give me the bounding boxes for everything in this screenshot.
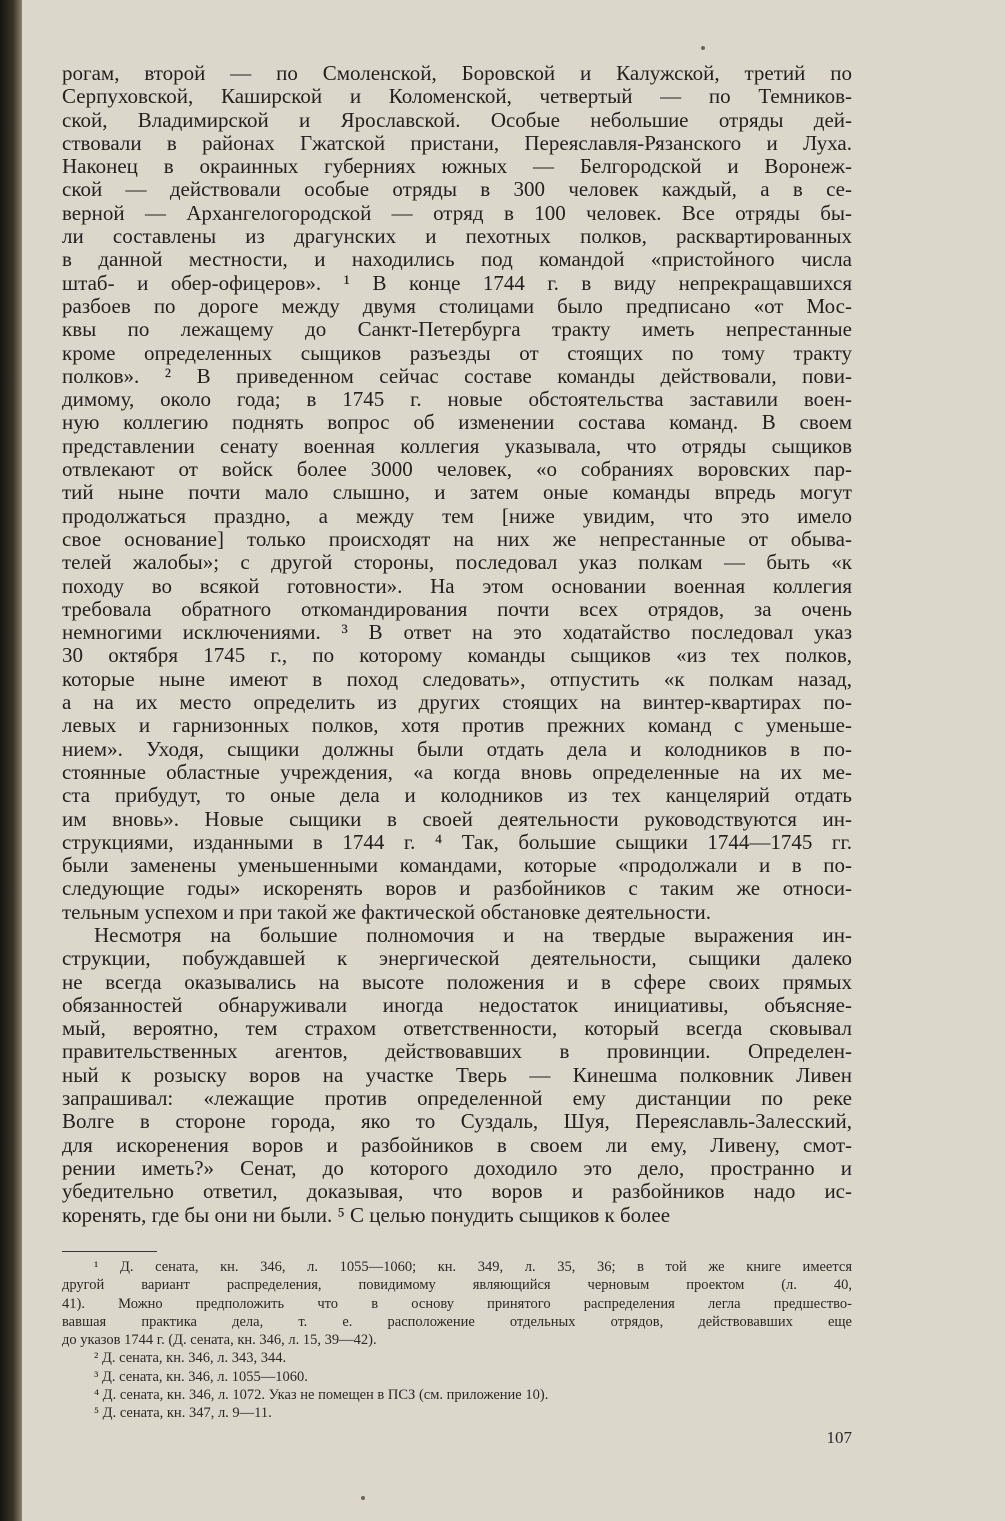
text-line: 30 октября 1745 г., по которому команды сыщиков «из тех полков, bbox=[62, 644, 852, 668]
text-line: тий ныне почти мало слышно, и затем оные команды впредь могут bbox=[62, 481, 852, 505]
footnote-line: ² Д. сената, кн. 346, л. 343, 344. bbox=[94, 1350, 287, 1367]
page-number: 107 bbox=[826, 1428, 852, 1447]
text-line: Волге в стороне города, яко то Суздаль, Шуя, Переяславль-Залесский, bbox=[62, 1110, 852, 1134]
text-line: были заменены уменьшенными командами, которые «продолжали и в по- bbox=[62, 854, 852, 878]
text-line: рогам, второй — по Смоленской, Боровской и Калужской, третий по bbox=[62, 62, 852, 85]
footnote-line: ³ Д. сената, кн. 346, л. 1055—1060. bbox=[94, 1368, 308, 1385]
footnote-line: ⁵ Д. сената, кн. 347, л. 9—11. bbox=[94, 1405, 272, 1422]
text-line: в данной местности, и находились под командой «пристойного числа bbox=[62, 248, 852, 272]
text-line: ста прибудут, то оные дела и колодников из тех канцелярий отдать bbox=[62, 784, 852, 808]
text-line: следующие годы» искоренять воров и разбойников с таким же относи- bbox=[62, 877, 852, 901]
text-line: отвлекают от войск более 3000 человек, «о собраниях воровских пар- bbox=[62, 458, 852, 482]
text-line: им вновь». Новые сыщики в своей деятельности руководствуются ин- bbox=[62, 807, 852, 831]
text-line: убедительно ответил, доказывая, что воров и разбойников надо ис- bbox=[62, 1180, 852, 1204]
text-line: обязанностей обнаруживали иногда недостаток инициативы, объясняе- bbox=[62, 993, 852, 1017]
text-line: ную коллегию поднять вопрос об изменении состава команд. В своем bbox=[62, 411, 852, 435]
text-line: квы по лежащему до Санкт-Петербурга тракту иметь непрестанные bbox=[62, 318, 852, 342]
text-line: штаб- и обер-офицеров». ¹ В конце 1744 г. в виду непрекращавшихся bbox=[62, 271, 852, 295]
text-line: разбоев по дороге между двумя столицами было предписано «от Мос- bbox=[62, 294, 852, 318]
text-line: полков». ² В приведенном сейчас составе команды действовали, пови- bbox=[62, 364, 852, 388]
text-line: димому, около года; в 1745 г. новые обстоятельства заставили воен- bbox=[62, 388, 852, 412]
text-line: струкциями, изданными в 1744 г. ⁴ Так, большие сыщики 1744—1745 гг. bbox=[62, 830, 852, 854]
text-line: а на их место определить из других стоящих на винтер-квартирах по- bbox=[62, 691, 852, 715]
text-line: представлении сенату военная коллегия указывала, что отряды сыщиков bbox=[62, 434, 852, 458]
text-line: которые ныне имеют в поход следовать», отпустить «к полкам назад, bbox=[62, 667, 852, 691]
text-line: коренять, где бы они ни были. ⁵ С целью понудить сыщиков к более bbox=[62, 1203, 671, 1227]
footnote-line: вавшая практика дела, т. е. расположение отдельных отрядов, действовавших еще bbox=[62, 1313, 852, 1330]
text-line: мый, вероятно, тем страхом ответственности, который всегда сковывал bbox=[62, 1017, 852, 1041]
text-line: продолжаться праздно, а между тем [ниже увидим, что это имело bbox=[62, 504, 852, 528]
text-line: ской — действовали особые отряды в 300 человек каждый, а в се- bbox=[62, 178, 852, 202]
text-line: рении иметь?» Сенат, до которого доходило это дело, пространно и bbox=[62, 1156, 852, 1180]
text-line: Несмотря на большие полномочия и на твердые выражения ин- bbox=[94, 923, 852, 947]
text-line: ствовали в районах Гжатской пристани, Переяславля-Рязанского и Луха. bbox=[62, 131, 852, 155]
main-text bbox=[62, 62, 852, 1227]
footnote-line: ¹ Д. сената, кн. 346, л. 1055—1060; кн. 349, л. 35, 36; в той же книге имеется bbox=[94, 1259, 852, 1275]
book-spine-shadow bbox=[0, 0, 22, 1521]
text-line: немногими исключениями. ³ В ответ на это ходатайство последовал указ bbox=[62, 621, 852, 645]
text-line: левых и гарнизонных полков, хотя против прежних команд с уменьше- bbox=[62, 714, 852, 738]
text-line: свое основание] только происходят на них же непрестанные от обыва- bbox=[62, 527, 852, 551]
text-line: ный к розыску воров на участке Тверь — Кинешма полковник Ливен bbox=[62, 1063, 852, 1087]
footnote-line: ⁴ Д. сената, кн. 346, л. 1072. Указ не помещен в ПСЗ (см. приложение 10). bbox=[94, 1387, 549, 1404]
text-line: Наконец в окраинных губерниях южных — Белгородской и Воронеж- bbox=[62, 155, 852, 179]
paper-speck bbox=[361, 1496, 365, 1500]
text-line: тельным успехом и при такой же фактической обстановке деятельности. bbox=[62, 900, 712, 924]
text-line: Серпуховской, Каширской и Коломенской, четвертый — по Темников- bbox=[62, 85, 852, 109]
text-line: требовала обратного откомандирования почти всех отрядов, за очень bbox=[62, 597, 852, 621]
text-line: верной — Архангелогородской — отряд в 100 человек. Все отряды бы- bbox=[62, 201, 852, 225]
text-line: не всегда оказывались на высоте положения и в сфере своих прямых bbox=[62, 970, 852, 994]
text-line: кроме определенных сыщиков разъезды от стоящих по тому тракту bbox=[62, 341, 852, 365]
text-line: струкции, побуждавшей к энергической деятельности, сыщики далеко bbox=[62, 947, 852, 971]
text-line: запрашивал: «лежащие против определенной ему дистанции по реке bbox=[62, 1087, 852, 1111]
text-line: походу во всякой готовности». На этом основании военная коллегия bbox=[62, 574, 852, 598]
footnotes bbox=[62, 1258, 852, 1423]
text-line: для искоренения воров и разбойников в своем ли ему, Ливену, смот- bbox=[62, 1133, 852, 1157]
footnote-line: до указов 1744 г. (Д. сената, кн. 346, л. 15, 39—42). bbox=[62, 1332, 377, 1349]
paper-speck bbox=[701, 46, 705, 50]
text-line: ской, Владимирской и Ярославской. Особые небольшие отряды дей- bbox=[62, 108, 852, 132]
text-line: телей жалобы»; с другой стороны, последовал указ полкам — быть «к bbox=[62, 551, 852, 575]
footnote-line: другой вариант распределения, повидимому являющийся черновым проектом (л. 40, bbox=[62, 1277, 852, 1294]
text-line: ли составлены из драгунских и пехотных полков, расквартированных bbox=[62, 225, 852, 249]
text-line: правительственных агентов, действовавших в провинции. Определен- bbox=[62, 1040, 852, 1064]
book-page bbox=[22, 0, 1005, 1521]
text-line: нием». Уходя, сыщики должны были отдать дела и колодников в по- bbox=[62, 737, 852, 761]
footnote-line: 41). Можно предположить что в основу принятого распределения легла предшество- bbox=[62, 1295, 852, 1312]
footnote-separator bbox=[62, 1251, 157, 1252]
text-line: стоянные областные учреждения, «а когда вновь определенные на их ме- bbox=[62, 760, 852, 784]
